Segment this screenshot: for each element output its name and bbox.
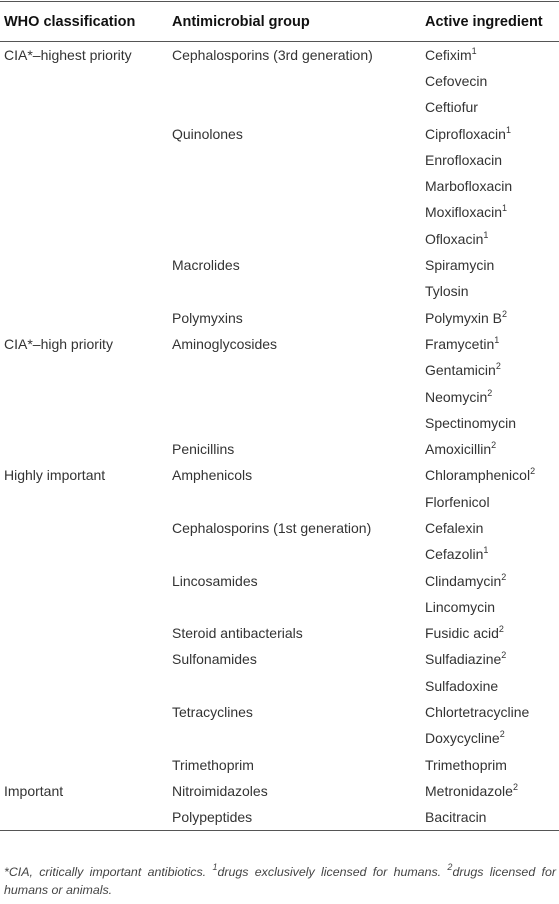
cell-active-ingredient bbox=[425, 199, 559, 225]
cell-active-ingredient-text: Ofloxacin bbox=[425, 230, 484, 247]
footnote-part-1: *CIA, critically important antibiotics. bbox=[4, 865, 213, 879]
cell-who-classification bbox=[0, 383, 172, 409]
cell-antimicrobial-group bbox=[172, 147, 425, 173]
cell-antimicrobial-group bbox=[172, 515, 425, 541]
cell-who-classification bbox=[0, 173, 172, 199]
cell-active-ingredient bbox=[425, 620, 559, 646]
cell-active-ingredient-text: Ceftiofur bbox=[425, 99, 478, 116]
cell-antimicrobial-group bbox=[172, 173, 425, 199]
cell-active-ingredient-text: Trimethoprim bbox=[425, 756, 507, 773]
cell-active-ingredient-text: Amoxicillin bbox=[425, 441, 492, 458]
cell-who-classification-text: Important bbox=[4, 782, 64, 799]
cell-antimicrobial-group-text: Steroid antibacterials bbox=[172, 625, 303, 642]
cell-antimicrobial-group-text: Lincosamides bbox=[172, 572, 258, 589]
table-row bbox=[0, 646, 559, 672]
cell-who-classification bbox=[0, 278, 172, 304]
cell-active-ingredient-text: Spectinomycin bbox=[425, 414, 517, 431]
cell-active-ingredient-text: Sulfadiazine bbox=[425, 651, 502, 668]
cell-antimicrobial-group bbox=[172, 752, 425, 778]
cell-antimicrobial-group bbox=[172, 68, 425, 94]
cell-active-ingredient-text: Framycetin bbox=[425, 335, 495, 352]
ingredient-footnote-marker: 1 bbox=[483, 545, 489, 556]
header-who-classification: WHO classification bbox=[0, 2, 172, 42]
cell-antimicrobial-group-text: Tetracyclines bbox=[172, 704, 253, 721]
table-row bbox=[0, 725, 559, 751]
cell-active-ingredient-text: Fusidic acid bbox=[425, 625, 499, 642]
cell-who-classification bbox=[0, 94, 172, 120]
cell-who-classification bbox=[0, 410, 172, 436]
table-row bbox=[0, 673, 559, 699]
cell-active-ingredient bbox=[425, 515, 559, 541]
cell-antimicrobial-group-text: Aminoglycosides bbox=[172, 335, 278, 352]
ingredient-footnote-marker: 2 bbox=[501, 650, 507, 661]
table-row bbox=[0, 699, 559, 725]
cell-antimicrobial-group bbox=[172, 541, 425, 567]
cell-who-classification bbox=[0, 68, 172, 94]
ingredient-footnote-marker: 1 bbox=[471, 45, 477, 56]
cell-antimicrobial-group bbox=[172, 567, 425, 593]
cell-who-classification bbox=[0, 199, 172, 225]
table-row bbox=[0, 541, 559, 567]
cell-antimicrobial-group bbox=[172, 120, 425, 146]
cell-antimicrobial-group bbox=[172, 699, 425, 725]
table-row bbox=[0, 278, 559, 304]
cell-active-ingredient bbox=[425, 804, 559, 830]
cell-who-classification bbox=[0, 515, 172, 541]
cell-antimicrobial-group-text: Amphenicols bbox=[172, 467, 253, 484]
footnote-sup-1: 1 bbox=[212, 862, 218, 872]
cell-antimicrobial-group bbox=[172, 594, 425, 620]
cell-active-ingredient bbox=[425, 567, 559, 593]
table-row bbox=[0, 804, 559, 830]
cell-active-ingredient bbox=[425, 147, 559, 173]
cell-active-ingredient-text: Doxycycline bbox=[425, 730, 500, 747]
cell-active-ingredient-text: Tylosin bbox=[425, 283, 469, 300]
cell-antimicrobial-group bbox=[172, 383, 425, 409]
cell-active-ingredient bbox=[425, 699, 559, 725]
cell-who-classification bbox=[0, 699, 172, 725]
ingredient-footnote-marker: 1 bbox=[483, 229, 489, 240]
cell-antimicrobial-group-text: Polymyxins bbox=[172, 309, 243, 326]
cell-active-ingredient-text: Cefovecin bbox=[425, 72, 488, 89]
ingredient-footnote-marker: 2 bbox=[530, 466, 536, 477]
table-row bbox=[0, 383, 559, 409]
cell-active-ingredient-text: Moxifloxacin bbox=[425, 204, 503, 221]
ingredient-footnote-marker: 1 bbox=[502, 203, 508, 214]
cell-who-classification bbox=[0, 541, 172, 567]
table-row bbox=[0, 462, 559, 488]
cell-active-ingredient bbox=[425, 173, 559, 199]
cell-who-classification-text: CIA*–highest priority bbox=[4, 46, 132, 63]
ingredient-footnote-marker: 2 bbox=[498, 624, 504, 635]
cell-active-ingredient-text: Neomycin bbox=[425, 388, 488, 405]
cell-active-ingredient-text: Cefazolin bbox=[425, 546, 484, 563]
cell-antimicrobial-group bbox=[172, 462, 425, 488]
cell-antimicrobial-group-text: Polypeptides bbox=[172, 809, 253, 825]
antimicrobial-table bbox=[0, 1, 559, 831]
cell-antimicrobial-group-text: Sulfonamides bbox=[172, 651, 257, 668]
header-active-ingredient: Active ingredient bbox=[425, 2, 559, 42]
table-row bbox=[0, 304, 559, 330]
ingredient-footnote-marker: 1 bbox=[494, 334, 500, 345]
cell-active-ingredient bbox=[425, 120, 559, 146]
cell-antimicrobial-group-text: Nitroimidazoles bbox=[172, 782, 268, 799]
footnote-sup-2: 2 bbox=[447, 862, 453, 872]
cell-active-ingredient-text: Clindamycin bbox=[425, 572, 502, 589]
ingredient-footnote-marker: 2 bbox=[512, 781, 518, 792]
cell-active-ingredient-text: Spiramycin bbox=[425, 257, 495, 274]
cell-active-ingredient-text: Bacitracin bbox=[425, 809, 487, 825]
table-footnote bbox=[4, 863, 556, 899]
cell-active-ingredient bbox=[425, 94, 559, 120]
cell-who-classification bbox=[0, 252, 172, 278]
cell-active-ingredient-text: Polymyxin B bbox=[425, 309, 503, 326]
cell-active-ingredient bbox=[425, 489, 559, 515]
table-figure bbox=[0, 1, 559, 904]
cell-antimicrobial-group-text: Macrolides bbox=[172, 257, 240, 274]
footnote-part-2: drugs exclusively licensed for humans. bbox=[217, 865, 448, 879]
cell-antimicrobial-group bbox=[172, 357, 425, 383]
cell-active-ingredient bbox=[425, 383, 559, 409]
table-row bbox=[0, 620, 559, 646]
cell-who-classification-text: CIA*–high priority bbox=[4, 335, 113, 352]
ingredient-footnote-marker: 1 bbox=[505, 124, 511, 135]
table-row bbox=[0, 42, 559, 68]
table-row bbox=[0, 410, 559, 436]
header-antimicrobial-group: Antimicrobial group bbox=[172, 2, 425, 42]
cell-antimicrobial-group bbox=[172, 489, 425, 515]
table-row bbox=[0, 567, 559, 593]
cell-who-classification bbox=[0, 594, 172, 620]
table-row bbox=[0, 147, 559, 173]
cell-who-classification bbox=[0, 567, 172, 593]
ingredient-footnote-marker: 2 bbox=[501, 571, 507, 582]
cell-active-ingredient-text: Ciprofloxacin bbox=[425, 125, 506, 142]
cell-active-ingredient-text: Chloramphenicol bbox=[425, 467, 531, 484]
cell-who-classification bbox=[0, 436, 172, 462]
ingredient-footnote-marker: 2 bbox=[499, 729, 505, 740]
cell-who-classification bbox=[0, 489, 172, 515]
table-row bbox=[0, 594, 559, 620]
cell-who-classification bbox=[0, 304, 172, 330]
ingredient-footnote-marker: 2 bbox=[495, 361, 501, 372]
table-row bbox=[0, 357, 559, 383]
table-row bbox=[0, 120, 559, 146]
table-row bbox=[0, 752, 559, 778]
cell-who-classification bbox=[0, 120, 172, 146]
cell-active-ingredient bbox=[425, 304, 559, 330]
table-row bbox=[0, 94, 559, 120]
cell-active-ingredient bbox=[425, 594, 559, 620]
cell-who-classification bbox=[0, 673, 172, 699]
cell-antimicrobial-group bbox=[172, 620, 425, 646]
cell-active-ingredient bbox=[425, 68, 559, 94]
cell-active-ingredient bbox=[425, 725, 559, 751]
table-row bbox=[0, 331, 559, 357]
table-row bbox=[0, 778, 559, 804]
cell-active-ingredient-text: Gentamicin bbox=[425, 362, 496, 379]
cell-who-classification bbox=[0, 462, 172, 488]
cell-active-ingredient bbox=[425, 252, 559, 278]
cell-antimicrobial-group-text: Penicillins bbox=[172, 441, 235, 458]
cell-who-classification bbox=[0, 226, 172, 252]
cell-antimicrobial-group-text: Cephalosporins (3rd generation) bbox=[172, 46, 373, 63]
cell-active-ingredient bbox=[425, 42, 559, 68]
cell-antimicrobial-group bbox=[172, 646, 425, 672]
cell-who-classification bbox=[0, 147, 172, 173]
cell-who-classification bbox=[0, 357, 172, 383]
table-body bbox=[0, 42, 559, 831]
table-row bbox=[0, 489, 559, 515]
cell-antimicrobial-group-text: Trimethoprim bbox=[172, 756, 254, 773]
header-row bbox=[0, 2, 559, 42]
cell-antimicrobial-group bbox=[172, 304, 425, 330]
table-row bbox=[0, 173, 559, 199]
cell-who-classification bbox=[0, 620, 172, 646]
cell-antimicrobial-group bbox=[172, 252, 425, 278]
ingredient-footnote-marker: 2 bbox=[502, 308, 508, 319]
cell-active-ingredient bbox=[425, 646, 559, 672]
cell-active-ingredient-text: Marbofloxacin bbox=[425, 178, 513, 195]
cell-antimicrobial-group bbox=[172, 278, 425, 304]
cell-active-ingredient bbox=[425, 436, 559, 462]
cell-active-ingredient-text: Metronidazole bbox=[425, 782, 513, 799]
cell-active-ingredient-text: Lincomycin bbox=[425, 598, 496, 615]
table-row bbox=[0, 68, 559, 94]
table-row bbox=[0, 252, 559, 278]
cell-who-classification bbox=[0, 778, 172, 804]
cell-antimicrobial-group bbox=[172, 94, 425, 120]
ingredient-footnote-marker: 2 bbox=[487, 387, 493, 398]
cell-active-ingredient bbox=[425, 357, 559, 383]
table-row bbox=[0, 515, 559, 541]
cell-active-ingredient-text: Florfenicol bbox=[425, 493, 490, 510]
cell-active-ingredient bbox=[425, 752, 559, 778]
table-row bbox=[0, 199, 559, 225]
cell-active-ingredient bbox=[425, 462, 559, 488]
cell-active-ingredient bbox=[425, 541, 559, 567]
table-row bbox=[0, 436, 559, 462]
cell-who-classification bbox=[0, 331, 172, 357]
footnote-part-3: drugs licensed for humans or animals. bbox=[4, 865, 556, 897]
cell-active-ingredient bbox=[425, 226, 559, 252]
cell-active-ingredient bbox=[425, 278, 559, 304]
cell-active-ingredient bbox=[425, 778, 559, 804]
cell-antimicrobial-group bbox=[172, 778, 425, 804]
cell-active-ingredient-text: Cefalexin bbox=[425, 519, 484, 536]
cell-antimicrobial-group bbox=[172, 436, 425, 462]
cell-antimicrobial-group bbox=[172, 410, 425, 436]
cell-active-ingredient bbox=[425, 331, 559, 357]
cell-active-ingredient-text: Enrofloxacin bbox=[425, 151, 503, 168]
cell-antimicrobial-group bbox=[172, 725, 425, 751]
table-row bbox=[0, 226, 559, 252]
cell-who-classification bbox=[0, 725, 172, 751]
cell-active-ingredient bbox=[425, 410, 559, 436]
cell-antimicrobial-group-text: Cephalosporins (1st generation) bbox=[172, 519, 372, 536]
cell-who-classification bbox=[0, 804, 172, 830]
cell-antimicrobial-group bbox=[172, 199, 425, 225]
cell-who-classification bbox=[0, 646, 172, 672]
cell-active-ingredient-text: Cefixim bbox=[425, 46, 472, 63]
cell-antimicrobial-group-text: Quinolones bbox=[172, 125, 243, 142]
ingredient-footnote-marker: 2 bbox=[491, 440, 497, 451]
cell-who-classification-text: Highly important bbox=[4, 467, 106, 484]
cell-antimicrobial-group bbox=[172, 226, 425, 252]
cell-who-classification bbox=[0, 752, 172, 778]
cell-antimicrobial-group bbox=[172, 331, 425, 357]
cell-active-ingredient-text: Chlortetracycline bbox=[425, 704, 530, 721]
cell-antimicrobial-group bbox=[172, 42, 425, 68]
cell-who-classification bbox=[0, 42, 172, 68]
cell-active-ingredient-text: Sulfadoxine bbox=[425, 677, 499, 694]
cell-antimicrobial-group bbox=[172, 804, 425, 830]
cell-antimicrobial-group bbox=[172, 673, 425, 699]
cell-active-ingredient bbox=[425, 673, 559, 699]
